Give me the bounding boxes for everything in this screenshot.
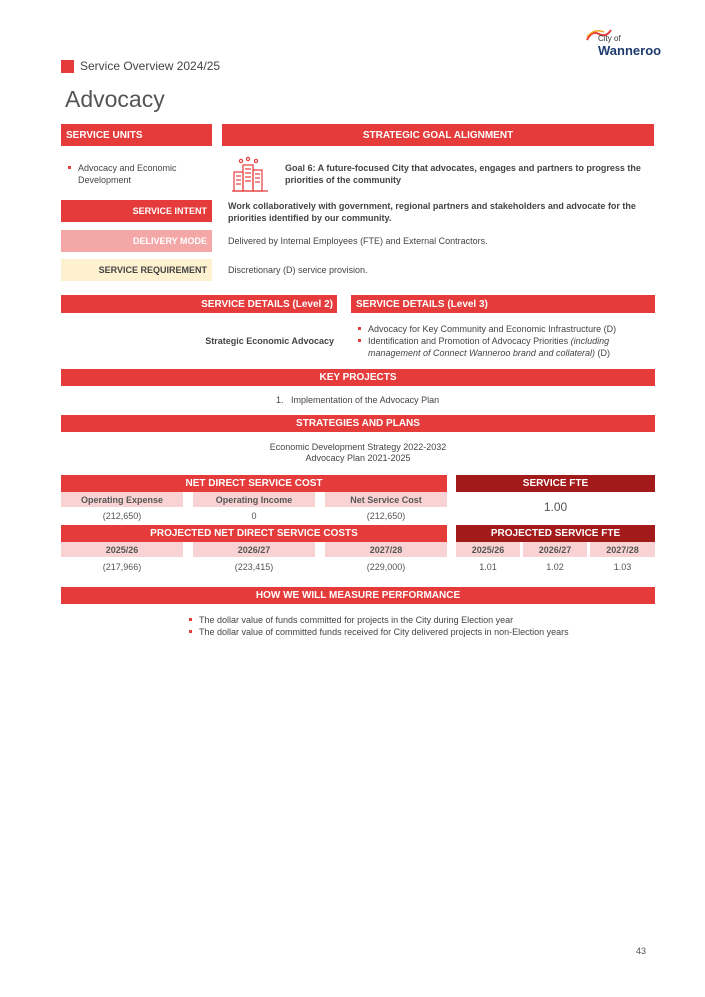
- net-cost-value: 0: [251, 510, 257, 521]
- details-level3-heading: SERVICE DETAILS (Level 3): [351, 295, 655, 313]
- net-cost-value: (212,650): [102, 510, 142, 521]
- projected-cost-col: 2026/27: [193, 542, 315, 557]
- net-cost-heading: NET DIRECT SERVICE COST: [61, 475, 447, 492]
- city-logo: [584, 28, 674, 62]
- page-title: Advocacy: [65, 86, 165, 112]
- projected-fte-col: 2025/26: [456, 542, 520, 557]
- service-intent-text: Work collaboratively with government, regional partners and stakeholders and advocate for the priorities identified by our community.: [228, 201, 636, 223]
- list-item: Advocacy for Key Community and Economic Infrastructure (D): [356, 323, 656, 335]
- details-level2-item: Strategic Economic Advocacy: [205, 336, 334, 346]
- projected-fte-heading: PROJECTED SERVICE FTE: [456, 525, 655, 542]
- list-item: Advocacy and Economic Development: [66, 162, 206, 186]
- list-item: The dollar value of funds committed for projects in the City during Election year: [187, 614, 647, 626]
- projected-cost-col: 2025/26: [61, 542, 183, 557]
- projected-fte-value: 1.01: [479, 561, 497, 572]
- key-project-item: 1. Implementation of the Advocacy Plan: [276, 395, 440, 405]
- delivery-mode-label: DELIVERY MODE: [61, 230, 212, 252]
- service-requirement-text: Discretionary (D) service provision.: [228, 265, 368, 275]
- page-number: 43: [635, 946, 646, 956]
- service-units-heading: SERVICE UNITS: [61, 124, 212, 146]
- projected-cost-value: (217,966): [102, 561, 142, 572]
- net-cost-col: Operating Income: [193, 492, 315, 507]
- net-cost-value: (212,650): [366, 510, 406, 521]
- header-marker: [61, 60, 74, 73]
- projected-cost-value: (229,000): [366, 561, 406, 572]
- strategic-goal: Goal 6: A future-focused City that advocates, engages and partners to progress the priorities of the community: [285, 163, 641, 185]
- list-item: The dollar value of committed funds received for City delivered projects in non-Election years: [187, 626, 647, 638]
- net-cost-col: Operating Expense: [61, 492, 183, 507]
- fte-value: 1.00: [543, 500, 568, 514]
- strategic-heading: STRATEGIC GOAL ALIGNMENT: [222, 124, 654, 146]
- performance-list: [187, 614, 647, 638]
- details-level3-list: [356, 323, 656, 359]
- performance-heading: HOW WE WILL MEASURE PERFORMANCE: [61, 587, 655, 604]
- strategies-heading: STRATEGIES AND PLANS: [61, 415, 655, 432]
- fte-heading: SERVICE FTE: [456, 475, 655, 492]
- strategy-item: Advocacy Plan 2021-2025: [305, 453, 411, 463]
- service-requirement-label: SERVICE REQUIREMENT: [61, 259, 212, 281]
- projected-cost-heading: PROJECTED NET DIRECT SERVICE COSTS: [61, 525, 447, 542]
- service-intent-label: SERVICE INTENT: [61, 200, 212, 222]
- list-item: Identification and Promotion of Advocacy Priorities (including management of Connect Wanneroo brand and collateral) (D): [356, 335, 656, 359]
- city-icon: [232, 156, 268, 192]
- projected-fte-value: 1.03: [613, 561, 632, 572]
- key-projects-heading: KEY PROJECTS: [61, 369, 655, 386]
- delivery-mode-text: Delivered by Internal Employees (FTE) and External Contractors.: [228, 236, 488, 246]
- header-kicker: Service Overview 2024/25: [80, 59, 221, 73]
- net-cost-col: Net Service Cost: [325, 492, 447, 507]
- projected-cost-value: (223,415): [234, 561, 274, 572]
- projected-fte-col: 2026/27: [523, 542, 587, 557]
- projected-fte-value: 1.02: [546, 561, 564, 572]
- service-units-list: [66, 162, 206, 186]
- details-level2-heading: SERVICE DETAILS (Level 2): [61, 295, 337, 313]
- projected-cost-col: 2027/28: [325, 542, 447, 557]
- strategy-item: Economic Development Strategy 2022-2032: [269, 442, 447, 452]
- logo-line2: Wanneroo: [598, 43, 662, 58]
- logo-line1: City of: [598, 34, 621, 43]
- projected-fte-col: 2027/28: [590, 542, 655, 557]
